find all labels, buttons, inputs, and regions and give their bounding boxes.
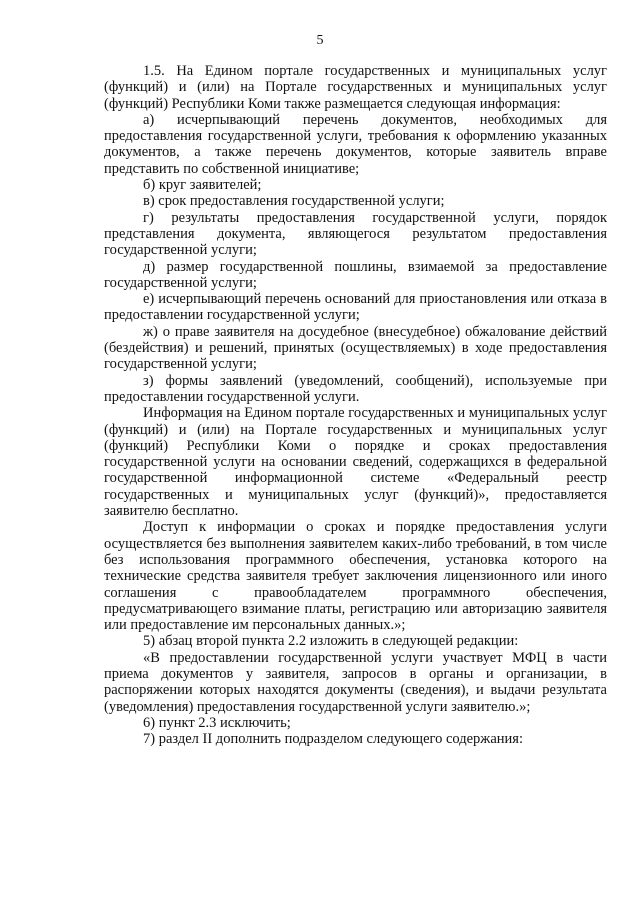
- list-item-z: з) формы заявлений (уведомлений, сообщений), используемые при предоставлении государственной услуги.: [104, 372, 607, 405]
- list-item-a: а) исчерпывающий перечень документов, необходимых для предоставления государственной услуги, требования к оформлению указанных документов, а также перечень документов, которые заявитель вправе представить по собственной инициативе;: [104, 111, 607, 177]
- list-item-zh: ж) о праве заявителя на досудебное (внесудебное) обжалование действий (бездействия) и решений, принятых (осуществляемых) в ходе предоставления государственной услуги;: [104, 323, 607, 373]
- list-item-d: д) размер государственной пошлины, взимаемой за предоставление государственной услуги;: [104, 258, 607, 291]
- amendment-item-6: 6) пункт 2.3 исключить;: [143, 714, 291, 731]
- amendment-quote-mfc: «В предоставлении государственной услуги участвует МФЦ в части приема документов у заявителя, запросов в органы и организации, в распоряжении которых находятся документы (сведения), и выдачи результата (уведомления) предоставления государственной услуги заявителю.»;: [104, 649, 607, 715]
- list-item-b: б) круг заявителей;: [143, 177, 262, 194]
- paragraph-access: Доступ к информации о сроках и порядке предоставления услуги осуществляется без выполнения заявителем каких-либо требований, в том числе без использования программного обеспечения, установка которого на технические средства заявителя требует заключения лицензионного или иного соглашения с правообладателем программного обеспечения, предусматривающего взимание платы, регистрацию или авторизацию заявителя или предоставление им персональных данных.»;: [104, 519, 607, 634]
- paragraph-1-5-intro: 1.5. На Едином портале государственных и муниципальных услуг (функций) и (или) на Портале государственных и муниципальных услуг (функций) Республики Коми также размещается следующая информация:: [104, 63, 607, 112]
- list-item-e: е) исчерпывающий перечень оснований для приостановления или отказа в предоставлении государственной услуги;: [104, 291, 607, 324]
- paragraph-info-free: Информация на Едином портале государственных и муниципальных услуг (функций) и (или) на Портале государственных и муниципальных услуг (функций) Республики Коми о порядке и сроках предоставления государственной услуги на основании сведений, содержащихся в федеральной государственной информационной системе «Федеральный реестр государственных и муниципальных услуг (функций)», предоставляется заявителю бесплатно.: [104, 405, 607, 520]
- list-item-g: г) результаты предоставления государственной услуги, порядок представления документа, являющегося результатом предоставления государственной услуги;: [104, 209, 607, 259]
- amendment-item-5: 5) абзац второй пункта 2.2 изложить в следующей редакции:: [143, 633, 519, 650]
- page-number: 5: [316, 33, 324, 48]
- amendment-item-7: 7) раздел II дополнить подразделом следующего содержания:: [143, 731, 523, 748]
- document-body: [104, 63, 607, 747]
- list-item-v: в) срок предоставления государственной услуги;: [143, 193, 445, 210]
